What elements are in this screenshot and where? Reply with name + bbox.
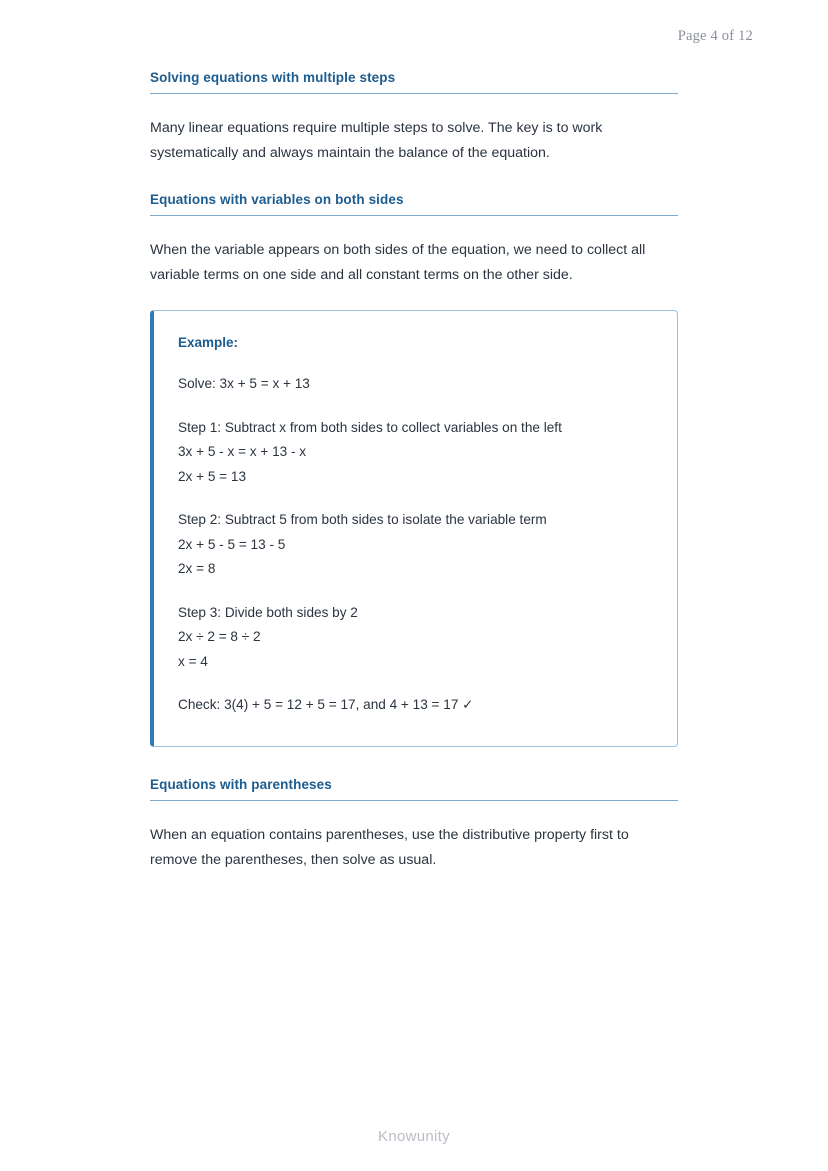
section-paragraph-parentheses: When an equation contains parentheses, use the distributive property first to remove the parentheses, then solve as usual. — [150, 826, 629, 868]
example-step-instruction: Step 1: Subtract x from both sides to collect variables on the left — [178, 419, 562, 435]
example-step-work: 2x ÷ 2 = 8 ÷ 2 — [178, 629, 261, 644]
page-number: Page 4 of 12 — [677, 28, 753, 44]
section-parentheses — [150, 777, 678, 873]
page-content — [150, 70, 678, 899]
example-problem: Solve: 3x + 5 = x + 13 — [178, 376, 310, 391]
example-check: Check: 3(4) + 5 = 12 + 5 = 17, and 4 + 13 = 17 ✓ — [178, 697, 474, 712]
section-heading-parentheses: Equations with parentheses — [150, 776, 332, 792]
example-step — [178, 601, 651, 675]
example-check-group — [178, 693, 651, 718]
example-problem-group — [178, 372, 651, 397]
section-multiple-steps — [150, 70, 678, 166]
watermark: Knowunity — [378, 1128, 450, 1145]
example-step-instruction: Step 3: Divide both sides by 2 — [178, 604, 358, 620]
section-heading-both-sides: Equations with variables on both sides — [150, 192, 404, 207]
example-step-result: x = 4 — [178, 653, 208, 669]
heading-divider — [150, 215, 678, 216]
example-step-result: 2x = 8 — [178, 561, 216, 576]
section-paragraph-multiple-steps: Many linear equations require multiple steps to solve. The key is to work systematically and always maintain the balance of the equation. — [150, 120, 603, 161]
section-both-sides — [150, 192, 678, 288]
section-heading-multiple-steps: Solving equations with multiple steps — [150, 70, 396, 85]
heading-divider — [150, 800, 678, 801]
example-title: Example: — [178, 335, 239, 350]
example-box — [150, 310, 678, 747]
heading-divider — [150, 93, 678, 94]
example-step-work: 3x + 5 - x = x + 13 - x — [178, 444, 307, 459]
section-paragraph-both-sides: When the variable appears on both sides of the equation, we need to collect all variable terms on one side and all constant terms on the other side. — [150, 242, 646, 283]
example-step-work: 2x + 5 - 5 = 13 - 5 — [178, 536, 286, 552]
example-step-instruction: Step 2: Subtract 5 from both sides to isolate the variable term — [178, 512, 547, 527]
example-step-result: 2x + 5 = 13 — [178, 468, 247, 484]
example-step — [178, 508, 651, 582]
example-step — [178, 416, 651, 490]
